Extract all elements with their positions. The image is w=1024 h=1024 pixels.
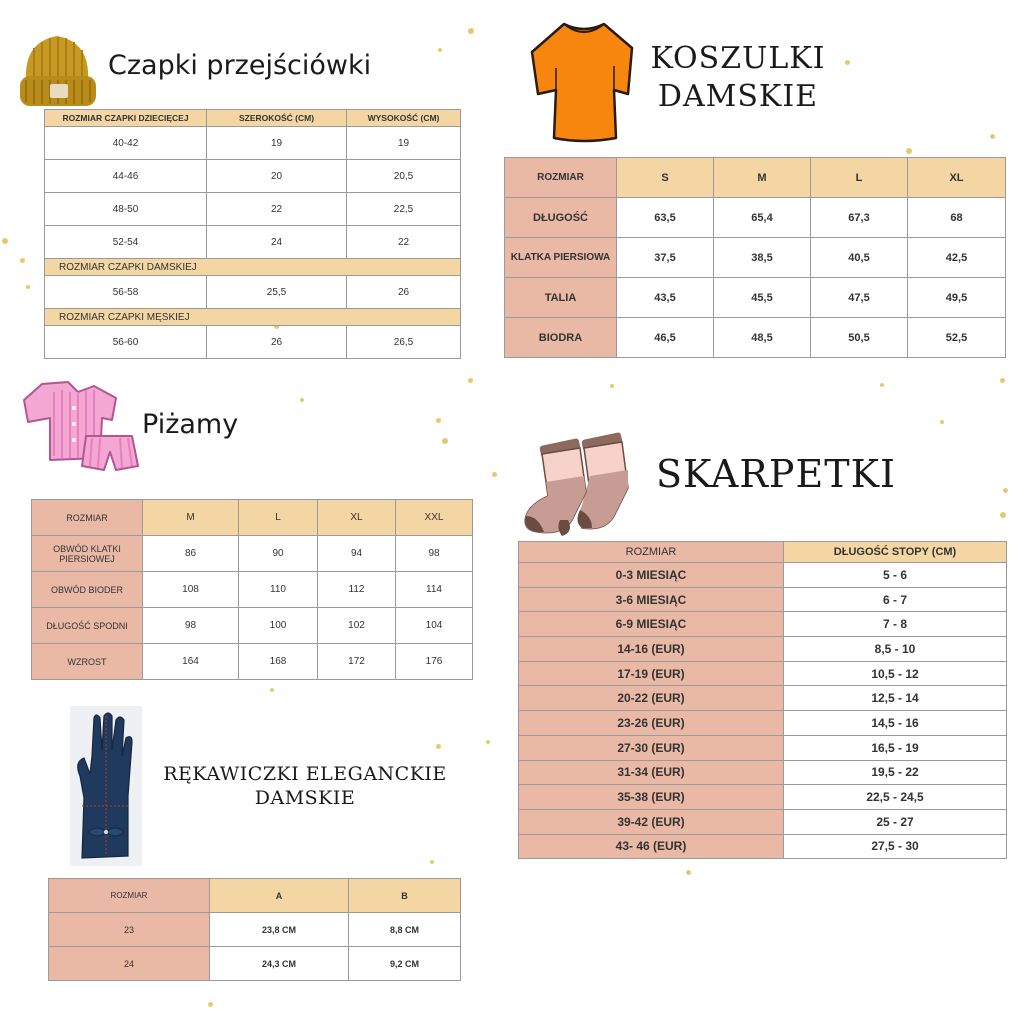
socks-icon: [516, 432, 640, 538]
cell: 102: [318, 608, 396, 644]
table-row: [32, 572, 473, 608]
shirts-title-line1: KOSZULKI: [650, 41, 826, 76]
cell: 176: [396, 644, 473, 680]
table-row: [505, 278, 1006, 318]
cell: 22: [207, 193, 347, 226]
table-row: [45, 276, 461, 309]
cell: 63,5: [617, 198, 714, 238]
header-cell: DŁUGOŚĆ STOPY (CM): [784, 542, 1007, 563]
table-row: [45, 193, 461, 226]
table-row: [519, 785, 1007, 810]
table-row: [32, 536, 473, 572]
gloves-title-line1: RĘKAWICZKI ELEGANCKIE: [163, 763, 447, 785]
row-label: 39-42 (EUR): [519, 809, 784, 834]
cell: 24,3 CM: [210, 947, 349, 981]
table-row: [519, 661, 1007, 686]
cell: 24: [207, 226, 347, 259]
cell: 12,5 - 14: [784, 686, 1007, 711]
cell: 27,5 - 30: [784, 834, 1007, 859]
row-label: 3-6 MIESIĄC: [519, 587, 784, 612]
cell: 37,5: [617, 238, 714, 278]
pajamas-title: Piżamy: [142, 409, 239, 440]
cell: 26,5: [347, 326, 461, 359]
table-row: [519, 760, 1007, 785]
cell: 114: [396, 572, 473, 608]
header-cell: XL: [318, 500, 396, 536]
header-cell: ROZMIAR: [519, 542, 784, 563]
row-label: 0-3 MIESIĄC: [519, 563, 784, 588]
header-cell: L: [811, 158, 908, 198]
cell: 8,5 - 10: [784, 637, 1007, 662]
cell: 20,5: [347, 160, 461, 193]
cell: 43,5: [617, 278, 714, 318]
cell: 19: [347, 127, 461, 160]
cell: 10,5 - 12: [784, 661, 1007, 686]
row-label: DŁUGOŚĆ: [505, 198, 617, 238]
cell: 100: [239, 608, 318, 644]
header-cell: SZEROKOŚĆ (CM): [207, 110, 347, 127]
table-header-row: [519, 542, 1007, 563]
row-label: 23: [49, 913, 210, 947]
row-label: KLATKA PIERSIOWA: [505, 238, 617, 278]
gloves-size-table: [48, 878, 461, 981]
table-header-row: [45, 110, 461, 127]
cell: 16,5 - 19: [784, 735, 1007, 760]
header-cell: A: [210, 879, 349, 913]
cell: 46,5: [617, 318, 714, 358]
glove-icon: [70, 706, 142, 866]
cell: 108: [143, 572, 239, 608]
pajamas-icon: [20, 378, 140, 478]
cell: 19: [207, 127, 347, 160]
table-row: [505, 318, 1006, 358]
table-header-row: [49, 879, 461, 913]
cell: 22,5: [347, 193, 461, 226]
cell: 19,5 - 22: [784, 760, 1007, 785]
header-cell: M: [143, 500, 239, 536]
table-row: [519, 637, 1007, 662]
subheader-row: [45, 259, 461, 276]
table-row: [519, 686, 1007, 711]
cell: 20: [207, 160, 347, 193]
cell: 22,5 - 24,5: [784, 785, 1007, 810]
row-label: BIODRA: [505, 318, 617, 358]
header-cell: S: [617, 158, 714, 198]
row-label: 27-30 (EUR): [519, 735, 784, 760]
row-label: 20-22 (EUR): [519, 686, 784, 711]
cell: 104: [396, 608, 473, 644]
cell: 48-50: [45, 193, 207, 226]
men-hat-label: ROZMIAR CZAPKI MĘSKIEJ: [45, 309, 461, 326]
cell: 67,3: [811, 198, 908, 238]
cell: 52-54: [45, 226, 207, 259]
cell: 172: [318, 644, 396, 680]
table-row: [519, 587, 1007, 612]
table-row: [45, 127, 461, 160]
cell: 68: [908, 198, 1006, 238]
header-cell: M: [714, 158, 811, 198]
row-label: WZROST: [32, 644, 143, 680]
cell: 40,5: [811, 238, 908, 278]
header-cell: ROZMIAR: [505, 158, 617, 198]
table-row: [505, 198, 1006, 238]
table-row: [45, 160, 461, 193]
cell: 25,5: [207, 276, 347, 309]
row-label: DŁUGOŚĆ SPODNI: [32, 608, 143, 644]
cell: 49,5: [908, 278, 1006, 318]
table-header-row: [505, 158, 1006, 198]
row-label: 14-16 (EUR): [519, 637, 784, 662]
cell: 94: [318, 536, 396, 572]
cell: 50,5: [811, 318, 908, 358]
table-row: [45, 326, 461, 359]
table-row: [519, 563, 1007, 588]
cell: 38,5: [714, 238, 811, 278]
cell: 42,5: [908, 238, 1006, 278]
table-row: [32, 608, 473, 644]
table-header-row: [32, 500, 473, 536]
table-row: [519, 809, 1007, 834]
gloves-title-line2: DAMSKIE: [254, 787, 356, 809]
header-cell: ROZMIAR CZAPKI DZIECIĘCEJ: [45, 110, 207, 127]
cell: 48,5: [714, 318, 811, 358]
hats-size-table: [44, 109, 461, 359]
cell: 22: [347, 226, 461, 259]
header-cell: WYSOKOŚĆ (CM): [347, 110, 461, 127]
gloves-title: [160, 762, 450, 810]
row-label: 43- 46 (EUR): [519, 834, 784, 859]
table-row: [519, 834, 1007, 859]
cell: 14,5 - 16: [784, 711, 1007, 736]
cell: 56-58: [45, 276, 207, 309]
cell: 47,5: [811, 278, 908, 318]
cell: 164: [143, 644, 239, 680]
table-row: [49, 947, 461, 981]
cell: 40-42: [45, 127, 207, 160]
cell: 45,5: [714, 278, 811, 318]
header-cell: L: [239, 500, 318, 536]
cell: 9,2 CM: [349, 947, 461, 981]
row-label: 6-9 MIESIĄC: [519, 612, 784, 637]
cell: 7 - 8: [784, 612, 1007, 637]
header-cell: ROZMIAR: [49, 879, 210, 913]
row-label: 35-38 (EUR): [519, 785, 784, 810]
cell: 112: [318, 572, 396, 608]
table-row: [519, 612, 1007, 637]
cell: 25 - 27: [784, 809, 1007, 834]
row-label: OBWÓD BIODER: [32, 572, 143, 608]
cell: 6 - 7: [784, 587, 1007, 612]
cell: 65,4: [714, 198, 811, 238]
women-hat-label: ROZMIAR CZAPKI DAMSKIEJ: [45, 259, 461, 276]
cell: 168: [239, 644, 318, 680]
header-cell: ROZMIAR: [32, 500, 143, 536]
beanie-hat-icon: [14, 28, 100, 112]
cell: 56-60: [45, 326, 207, 359]
row-label: 17-19 (EUR): [519, 661, 784, 686]
row-label: OBWÓD KLATKI PIERSIOWEJ: [32, 536, 143, 572]
subheader-row: [45, 309, 461, 326]
socks-size-table: [518, 541, 1007, 859]
cell: 26: [207, 326, 347, 359]
cell: 98: [143, 608, 239, 644]
row-label: 31-34 (EUR): [519, 760, 784, 785]
socks-title: SKARPETKI: [656, 452, 896, 496]
table-row: [505, 238, 1006, 278]
header-cell: XXL: [396, 500, 473, 536]
table-row: [519, 735, 1007, 760]
hats-title: Czapki przejściówki: [108, 50, 372, 81]
shirts-title: [640, 40, 836, 116]
shirts-title-line2: DAMSKIE: [657, 79, 819, 114]
table-row: [519, 711, 1007, 736]
header-cell: XL: [908, 158, 1006, 198]
cell: 52,5: [908, 318, 1006, 358]
cell: 110: [239, 572, 318, 608]
row-label: 23-26 (EUR): [519, 711, 784, 736]
row-label: 24: [49, 947, 210, 981]
cell: 23,8 CM: [210, 913, 349, 947]
cell: 5 - 6: [784, 563, 1007, 588]
table-row: [45, 226, 461, 259]
cell: 98: [396, 536, 473, 572]
row-label: TALIA: [505, 278, 617, 318]
cell: 90: [239, 536, 318, 572]
cell: 44-46: [45, 160, 207, 193]
table-row: [49, 913, 461, 947]
pajamas-size-table: [31, 499, 473, 680]
table-row: [32, 644, 473, 680]
header-cell: B: [349, 879, 461, 913]
cell: 86: [143, 536, 239, 572]
cell: 26: [347, 276, 461, 309]
cell: 8,8 CM: [349, 913, 461, 947]
t-shirt-icon: [528, 18, 640, 144]
shirts-size-table: [504, 157, 1006, 358]
